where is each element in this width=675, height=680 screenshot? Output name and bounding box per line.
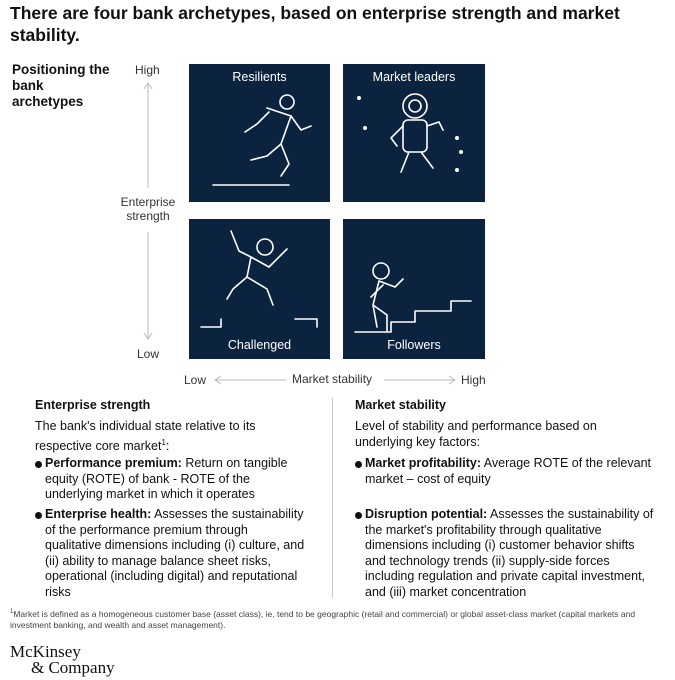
y-axis-down-arrow xyxy=(142,232,154,344)
enterprise-intro-end: : xyxy=(165,438,170,453)
astronaut-icon xyxy=(343,64,485,202)
quadrant-label-resilients: Resilients xyxy=(232,70,287,84)
section-divider xyxy=(332,398,333,598)
quadrant-label-challenged: Challenged xyxy=(227,338,292,352)
bullet-text: Average ROTE of the relevant market – cost of equity xyxy=(365,456,652,486)
quadrant-followers xyxy=(343,219,485,359)
enterprise-strength-intro xyxy=(35,419,325,454)
quadrant-label-market-leaders: Market leaders xyxy=(372,70,456,84)
bullet-dot xyxy=(35,461,42,468)
enterprise-intro-line2: respective core market xyxy=(35,438,162,453)
y-axis-low-label: Low xyxy=(137,347,160,361)
bullet-title: Disruption potential: xyxy=(365,507,488,521)
page-title: There are four bank archetypes, based on enterprise strength and market stability. xyxy=(10,3,620,45)
x-axis-high-label: High xyxy=(461,373,486,387)
logo-line1: McKinsey xyxy=(10,642,81,661)
bullet-title: Performance premium: xyxy=(45,456,182,470)
running-figure-icon xyxy=(189,64,330,202)
side-label: Positioning the bank archetypes xyxy=(12,62,110,109)
footnote-text: Market is defined as a homogeneous customer base (asset class), ie, tend to be geographic (retail and commercial) or global asset-class market (capital markets and investment banking, and wealth and asset management). xyxy=(10,608,636,630)
x-axis-right-arrow xyxy=(384,374,458,386)
bullet-disruption-potential xyxy=(355,507,655,600)
x-axis-label: Market stability xyxy=(292,372,373,386)
x-axis-left-arrow xyxy=(214,374,288,386)
mckinsey-logo xyxy=(10,644,115,676)
quadrant-label-followers: Followers xyxy=(387,338,441,352)
bullet-title: Enterprise health: xyxy=(45,507,152,521)
enterprise-intro-line1: The bank's individual state relative to its xyxy=(35,419,256,433)
market-stability-heading: Market stability xyxy=(355,398,447,412)
bullet-market-profitability xyxy=(355,456,655,487)
y-axis-up-arrow xyxy=(142,80,154,190)
market-stability-intro: Level of stability and performance based on underlying key factors: xyxy=(355,419,597,449)
footnote xyxy=(10,607,670,631)
footnote-ref: 1 xyxy=(161,437,166,447)
bullet-dot xyxy=(355,461,362,468)
quadrant-challenged xyxy=(189,219,330,359)
footnote-marker: 1 xyxy=(10,609,14,615)
logo-line2: & Company xyxy=(31,658,115,677)
bullet-text: Assesses the sustainability of the market's profitability through qualitative dimensions including (i) customer behavior shifts and technology trends (ii) supply-side forces including regulation and private capital investment, and (iii) market concentration xyxy=(365,507,654,599)
bullet-title: Market profitability: xyxy=(365,456,481,470)
bullet-enterprise-health xyxy=(35,507,305,600)
bullet-performance-premium xyxy=(35,456,305,503)
y-axis-high-label: High xyxy=(135,63,160,77)
x-axis-low-label: Low xyxy=(184,373,207,387)
bullet-text: Assesses the sustainability of the performance premium through qualitative dimensions including (i) culture, and (ii) ability to manage balance sheet risks, operational (including digital) and reputational risks xyxy=(45,507,305,599)
bullet-text: Return on tangible equity (ROTE) of bank - ROTE of the underlying market in which it operates xyxy=(45,456,288,501)
quadrant-resilients xyxy=(189,64,330,202)
enterprise-strength-heading: Enterprise strength xyxy=(35,398,151,412)
quadrant-market-leaders xyxy=(343,64,485,202)
bullet-dot xyxy=(355,512,362,519)
bullet-dot xyxy=(35,512,42,519)
y-axis-label: Enterprise strength xyxy=(120,195,176,223)
